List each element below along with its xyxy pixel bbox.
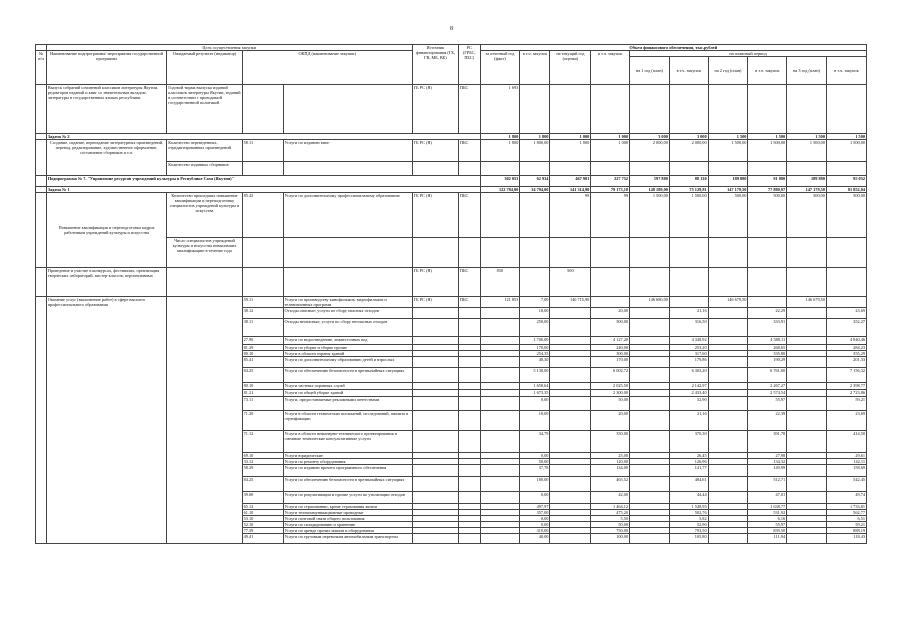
value-cell: 1 500	[748, 134, 787, 140]
value-cell: 1 658,64	[520, 383, 550, 390]
okpd-name: Услуги по производству кинофильмов, видеофильмов и телевизионных программ	[283, 297, 412, 308]
okpd-code: 58.11	[242, 140, 283, 162]
value-cell: 839,50	[748, 528, 787, 534]
program-cell: Повышение квалификации и переподготовка кадров работников учреждений культуры и искусства	[46, 193, 167, 268]
value-cell: 350,00	[591, 431, 630, 453]
value-cell: 4 588,11	[748, 337, 787, 345]
result-cell: Количество переведенных, отредактированных произведений	[167, 140, 242, 162]
okpd-code: 33.12	[242, 459, 283, 465]
source-cell: ГБ РС (Я)	[412, 268, 458, 297]
program-cell: Оказание услуг (выполнение работ) в сфере высшего профессионального образования	[46, 297, 167, 544]
value-cell: 29,61	[826, 453, 866, 459]
value-cell: 1 800	[520, 134, 550, 140]
program-cell: Создание, издание, переиздание литературных произведений, перевод, редактирование, художественное оформление, составление сборников и т.п.	[46, 140, 167, 176]
okpd-code: 84.25	[242, 368, 283, 383]
value-cell: 20,00	[591, 308, 630, 319]
okpd-name: Услуги по страхованию, кроме страхования жизни	[283, 504, 412, 510]
incl-header-5: в т.ч. закупок	[826, 57, 866, 85]
source-header: Источник финансирования (ГБ, ГВ, МБ, ВБ)	[412, 45, 458, 85]
value-cell: 126,96	[669, 459, 708, 465]
value-cell: 6 002,72	[591, 368, 630, 383]
okpd-name: Услуги в области охраны зданий	[283, 351, 412, 357]
value-cell: 1 800	[480, 140, 520, 162]
value-cell: 484,61	[669, 477, 708, 492]
value-cell: 850	[480, 268, 520, 297]
okpd-code: 80.10	[242, 383, 283, 390]
value-cell: 141,77	[669, 465, 708, 477]
value-cell: 100,00	[591, 534, 630, 544]
okpd-name: Отходы опасные; услуги по сбору опасных отходов	[283, 308, 412, 319]
value-cell: 42,00	[591, 492, 630, 504]
value-cell: 1 800,00	[520, 140, 550, 162]
rs-cell: ПБС	[458, 297, 480, 308]
value-cell: 227 752	[591, 176, 630, 187]
okpd-name: Услуги по аренде прочих машин и оборудования	[283, 528, 412, 534]
value-cell: 352,27	[826, 319, 866, 337]
value-cell: 1 673,35	[520, 390, 550, 397]
rs-cell: ПБС	[458, 140, 480, 162]
value-cell: 1 733,81	[826, 504, 866, 510]
okpd-name: Услуги в области технических испытаний, исследований, анализа и сертификации	[283, 411, 412, 431]
page-number: 8	[450, 26, 453, 32]
task-label: Задача № 1	[46, 187, 480, 193]
okpd-name: Услуги по обеспечению безопасности в чрезвычайных ситуациях	[283, 368, 412, 383]
value-cell: 531,92	[748, 510, 787, 516]
value-cell: 317,60	[669, 351, 708, 357]
okpd-name: Услуги по дополнительному профессиональному образованию	[283, 193, 412, 238]
okpd-name: Услуги по рекультивации и прочие услуги по утилизации отходов	[283, 492, 412, 504]
value-cell: 888,19	[826, 528, 866, 534]
value-cell: 1 800	[480, 134, 520, 140]
program-cell: Проведение и участие в конкурсах, фестивалях, организация творческих лабораторий, мастер-классов, перспективных	[46, 268, 167, 297]
value-cell: 91 080	[748, 176, 787, 187]
value-cell: 79 173,18	[591, 187, 630, 193]
value-cell: 1 000	[550, 134, 591, 140]
value-cell: 333,91	[748, 319, 787, 337]
value-cell: 146 679,50	[787, 297, 827, 308]
value-cell: 0,00	[520, 453, 550, 459]
value-cell: 2 574,54	[748, 390, 787, 397]
value-cell: 0,00	[520, 397, 550, 411]
value-cell: 22,29	[748, 308, 787, 319]
value-cell: 500,00	[826, 193, 866, 238]
value-cell: 47,01	[748, 492, 787, 504]
value-cell: 2 433,40	[669, 390, 708, 397]
rs-cell: ПБС	[458, 268, 480, 297]
volume-header: Объем финансового обеспечения, тыс.рублей	[480, 45, 867, 51]
okpd-name: Услуги по уборке и сборке прочие	[283, 345, 412, 351]
okpd-name: Услуги по грузовым перевозкам автомобильным транспортом	[283, 534, 412, 544]
value-cell: 147 179,50	[708, 187, 748, 193]
value-cell: 22,39	[748, 411, 787, 431]
value-cell: 111,94	[748, 534, 787, 544]
year3-header: на 3 год (план)	[787, 57, 827, 85]
okpd-code: 52.10	[242, 522, 283, 528]
value-cell: 414,50	[826, 431, 866, 453]
value-cell: 99	[550, 193, 591, 238]
value-cell: 1 500,00	[748, 140, 787, 162]
okpd-name: Услуги по дополнительному образованию детей и взрослых	[283, 357, 412, 368]
value-cell: 7 156,32	[826, 368, 866, 383]
okpd-code: 73.11	[242, 397, 283, 411]
value-cell: 81 852,04	[826, 187, 866, 193]
result-cell: Годовой тираж выпуска изданий классиков литературы Якутии, изданий в соответствии с проводимой государственной политикой	[167, 85, 242, 134]
value-cell: 542,45	[826, 477, 866, 492]
value-cell: 2 300,00	[591, 390, 630, 397]
value-cell: 49,74	[826, 492, 866, 504]
value-cell: 44,44	[669, 492, 708, 504]
value-cell: 197 880	[630, 176, 670, 187]
value-cell: 1 000	[591, 134, 630, 140]
value-cell: 250,00	[520, 319, 550, 337]
value-cell: 467 901	[550, 176, 591, 187]
value-cell: 40,00	[520, 534, 550, 544]
okpd-name: Услуги, предоставляемые рекламными агентствами	[283, 397, 412, 411]
plan-period-header: на плановый период	[630, 51, 867, 57]
value-cell: 6 303,20	[669, 368, 708, 383]
okpd-code: 38.12	[242, 308, 283, 319]
value-cell: 180,00	[520, 477, 550, 492]
okpd-code: 49.41	[242, 534, 283, 544]
value-cell: 146 680,00	[630, 297, 670, 308]
result-cell: Количество изданных сборников	[167, 162, 242, 176]
value-cell: 34 794,00	[520, 187, 550, 193]
value-cell: 1 500,00	[787, 140, 827, 162]
value-cell: 240,00	[591, 345, 630, 351]
value-cell: 6,16	[748, 516, 787, 522]
okpd-code: 38.11	[242, 319, 283, 337]
value-cell: 189 880	[708, 176, 748, 187]
okpd-code: 69.10	[242, 453, 283, 459]
okpd-name: Услуги по водоотведению, ливнесточных вод	[283, 337, 412, 345]
table-row	[36, 85, 867, 134]
value-cell: 59,21	[826, 522, 866, 528]
source-cell: ГБ РС (Я)	[412, 193, 458, 238]
year2-header: на 2 год (план)	[708, 57, 748, 85]
okpd-name: Отходы неопасные; услуги по сбору неопасных отходов	[283, 319, 412, 337]
rs-cell: ПБС	[458, 193, 480, 238]
subprogram-row	[36, 176, 867, 187]
value-cell: 59,21	[826, 397, 866, 411]
value-cell: 3 000	[630, 134, 670, 140]
value-cell: 142,11	[826, 459, 866, 465]
table-row	[36, 297, 867, 308]
okpd-code: 84.25	[242, 477, 283, 492]
okpd-name: Услуги в области инженерно-технического проектирования и смежные технические консультативные услуги	[283, 431, 412, 453]
value-cell: 500	[550, 268, 591, 297]
value-cell: 562,77	[826, 510, 866, 516]
okpd-name: Услуги по общей уборке зданий	[283, 390, 412, 397]
table-row	[36, 193, 867, 238]
value-cell: 55,97	[748, 522, 787, 528]
okpd-code: 77.39	[242, 528, 283, 534]
value-cell: 18,00	[520, 308, 550, 319]
value-cell: 189 880	[787, 176, 827, 187]
value-cell: 4 840,46	[826, 337, 866, 345]
value-cell: 370,30	[669, 431, 708, 453]
value-cell: 158,69	[826, 465, 866, 477]
value-cell: 201,33	[826, 357, 866, 368]
value-cell: 300,00	[591, 319, 630, 337]
value-cell: 1 000	[591, 140, 630, 162]
incl-header-3: в т.ч. закупок	[669, 57, 708, 85]
okpd-code: 59.11	[242, 297, 283, 308]
value-cell: 50,00	[591, 522, 630, 528]
value-cell: 6,51	[826, 516, 866, 522]
value-cell: 335,80	[748, 351, 787, 357]
value-cell: 4 127,20	[591, 337, 630, 345]
value-cell: 77 880,97	[748, 187, 787, 193]
value-cell: 500,00	[748, 193, 787, 238]
okpd-code: 81.29	[242, 345, 283, 351]
result-header: Ожидаемый результат (индикатор)	[167, 51, 242, 85]
program-header: Наименование подпрограммы/ мероприятия государственной программы	[46, 51, 167, 85]
value-cell: 147 179,50	[787, 187, 827, 193]
value-cell: 25,00	[591, 453, 630, 459]
okpd-name: Услуги частных охранных служб	[283, 383, 412, 390]
value-cell: 502,76	[669, 510, 708, 516]
value-cell: 0,00	[520, 522, 550, 528]
value-cell: 62 934	[520, 176, 550, 187]
okpd-name: Услуги юридические	[283, 453, 412, 459]
value-cell: 134,00	[591, 465, 630, 477]
value-cell: 1 464,12	[591, 504, 630, 510]
value-cell: 105,80	[669, 534, 708, 544]
task-label: Задача № 2	[46, 134, 480, 140]
incl-header-2: в т.ч. закупок	[591, 51, 630, 85]
value-cell: 5,50	[591, 516, 630, 522]
cur-year-header: на текущий год (оценка)	[550, 51, 591, 85]
okpd-code: 81.21	[242, 390, 283, 397]
value-cell: 2 267,27	[748, 383, 787, 390]
value-cell: 99	[591, 193, 630, 238]
prev-year-header: за отчетный год (факт)	[480, 51, 520, 85]
value-cell: 141 314,90	[550, 187, 591, 193]
value-cell: 2 025,50	[591, 383, 630, 390]
okpd-code: 27.90	[242, 337, 283, 345]
value-cell: 34,79	[520, 431, 550, 453]
table-row	[36, 140, 867, 162]
value-cell: 121 853	[480, 297, 520, 308]
value-cell: 1 693	[480, 85, 520, 134]
value-cell: 2 398,77	[826, 383, 866, 390]
value-cell: 26,45	[669, 453, 708, 459]
okpd-code: 58.29	[242, 465, 283, 477]
value-cell: 2 723,86	[826, 390, 866, 397]
value-cell: 391,78	[748, 431, 787, 453]
value-cell: 1 500,00	[669, 193, 708, 238]
okpd-name: Услуги по изданию книг	[283, 140, 412, 162]
source-cell: ГБ РС (Я)	[412, 297, 458, 308]
value-cell: 52,90	[669, 522, 708, 528]
value-cell: 750,00	[591, 528, 630, 534]
value-cell: 1 548,95	[669, 504, 708, 510]
value-cell: 465,52	[591, 477, 630, 492]
value-cell: 179,86	[669, 357, 708, 368]
value-cell: 95 052	[826, 176, 866, 187]
year1-header: на 1 год (план)	[630, 57, 670, 85]
value-cell: 149,99	[748, 465, 787, 477]
value-cell: 268,65	[748, 345, 787, 351]
value-cell: 23,69	[826, 308, 866, 319]
value-cell: 21,16	[669, 411, 708, 431]
purpose-header: Цель осуществления закупки	[46, 45, 412, 51]
okpd-name: Услуги телекоммуникационные проводные	[283, 510, 412, 516]
incl-header-4: в т.ч. закупок	[748, 57, 787, 85]
value-cell: 284,23	[826, 345, 866, 351]
okpd-code: 71.12	[242, 431, 283, 453]
okpd-code: 85.42	[242, 193, 283, 238]
okpd-code: 53.10	[242, 516, 283, 522]
value-cell: 254,35	[520, 351, 550, 357]
program-cell: Выпуск собраний сочинений классиков литературы Якутии, редакторов изданий и книг со значительным вкладом, литературы в государственных языках республики	[46, 85, 167, 134]
value-cell: 0,00	[520, 516, 550, 522]
okpd-name: Услуги по обеспечению безопасности в чрезвычайных ситуациях	[283, 477, 412, 492]
value-cell: 2 142,97	[669, 383, 708, 390]
value-cell: 134,32	[748, 459, 787, 465]
value-cell: 497,97	[520, 504, 550, 510]
value-cell: 0,00	[520, 492, 550, 504]
num-header: № п/п	[36, 51, 47, 85]
value-cell: 23,69	[826, 411, 866, 431]
value-cell: 146 679,50	[708, 297, 748, 308]
okpd-code: 85.41	[242, 357, 283, 368]
okpd-name: Услуги по складированию и хранению	[283, 522, 412, 528]
value-cell: 37,78	[520, 465, 550, 477]
okpd-name: Услуги по ремонту оборудования	[283, 459, 412, 465]
value-cell: 1 638,77	[748, 504, 787, 510]
value-cell: 1 000	[550, 140, 591, 162]
value-cell: 20,00	[591, 411, 630, 431]
okpd-name: Услуги почтовой связи общего пользования	[283, 516, 412, 522]
value-cell: 21,16	[669, 308, 708, 319]
value-cell: 18,00	[520, 411, 550, 431]
value-cell: 7,00	[520, 297, 550, 308]
value-cell: 253,20	[669, 345, 708, 351]
okpd-code: 65.12	[242, 504, 283, 510]
source-cell: ГБ РС (Я)	[412, 140, 458, 162]
value-cell: 3 000	[669, 134, 708, 140]
value-cell: 170,00	[520, 345, 550, 351]
value-cell: 1 500	[708, 134, 748, 140]
value-cell: 5,82	[669, 516, 708, 522]
value-cell: 357,00	[520, 510, 550, 516]
value-cell: 190,29	[748, 357, 787, 368]
value-cell: 310,00	[520, 528, 550, 534]
value-cell: 302 053	[480, 176, 520, 187]
value-cell: 2 000,00	[669, 140, 708, 162]
result-cell: Количество прошедших повышение квалификации и переподготовку специалистов учреждений культуры и искусства	[167, 193, 242, 238]
value-cell: 355,29	[826, 351, 866, 357]
value-cell: 1 500,00	[708, 140, 748, 162]
value-cell: 2 000,00	[630, 140, 670, 162]
value-cell: 300,00	[591, 351, 630, 357]
value-cell: 48,30	[520, 357, 550, 368]
table-row	[36, 268, 867, 297]
value-cell: 118,43	[826, 534, 866, 544]
value-cell: 140 715,90	[550, 297, 591, 308]
value-cell: 27,98	[748, 453, 787, 459]
rs-header: РС (ГРБС, ПБС)	[458, 45, 480, 85]
result-cell: Число специалистов учреждений культуры и искусства повысивших квалификацию в течение года	[167, 238, 242, 268]
value-cell: 793,50	[669, 528, 708, 534]
incl-header-1: в т.ч. закупок	[520, 51, 550, 85]
value-cell: 148 180,00	[630, 187, 670, 193]
value-cell: 1 500	[787, 134, 827, 140]
subprogram-label: Подпрограмма № 7. "Управление ресурсов учреждений культуры в Республике Саха (Якутия)"	[46, 176, 480, 187]
value-cell: 1 500	[826, 134, 866, 140]
okpd-code: 80.10	[242, 351, 283, 357]
value-cell: 50,00	[520, 459, 550, 465]
value-cell: 4 348,92	[669, 337, 708, 345]
value-cell: 1 500,00	[630, 193, 670, 238]
okpd-header: ОКПД (наименование закупки)	[242, 51, 412, 85]
value-cell: 55,97	[748, 397, 787, 411]
value-cell: 52,90	[669, 397, 708, 411]
value-cell: 475,20	[591, 510, 630, 516]
value-cell: 6 761,00	[748, 368, 787, 383]
value-cell: 122 784,00	[480, 187, 520, 193]
okpd-name: Услуги по изданию прочего программного обеспечения	[283, 465, 412, 477]
okpd-code: 71.20	[242, 411, 283, 431]
okpd-code: 61.10	[242, 510, 283, 516]
value-cell: 316,50	[669, 319, 708, 337]
value-cell: 512,71	[748, 477, 787, 492]
value-cell: 5 130,00	[520, 368, 550, 383]
value-cell: 1 700,00	[520, 337, 550, 345]
value-cell: 50,00	[591, 397, 630, 411]
value-cell: 500,00	[708, 193, 748, 238]
rs-cell: ПБС	[458, 85, 480, 134]
okpd-code: 39.00	[242, 492, 283, 504]
source-cell: ГБ РС (Я)	[412, 85, 458, 134]
value-cell: 120,00	[591, 459, 630, 465]
value-cell: 75 129,81	[669, 187, 708, 193]
value-cell: 170,00	[591, 357, 630, 368]
finance-table	[35, 44, 867, 544]
value-cell: 88 130	[669, 176, 708, 187]
value-cell: 1 500,00	[826, 140, 866, 162]
value-cell: 500,00	[787, 193, 827, 238]
